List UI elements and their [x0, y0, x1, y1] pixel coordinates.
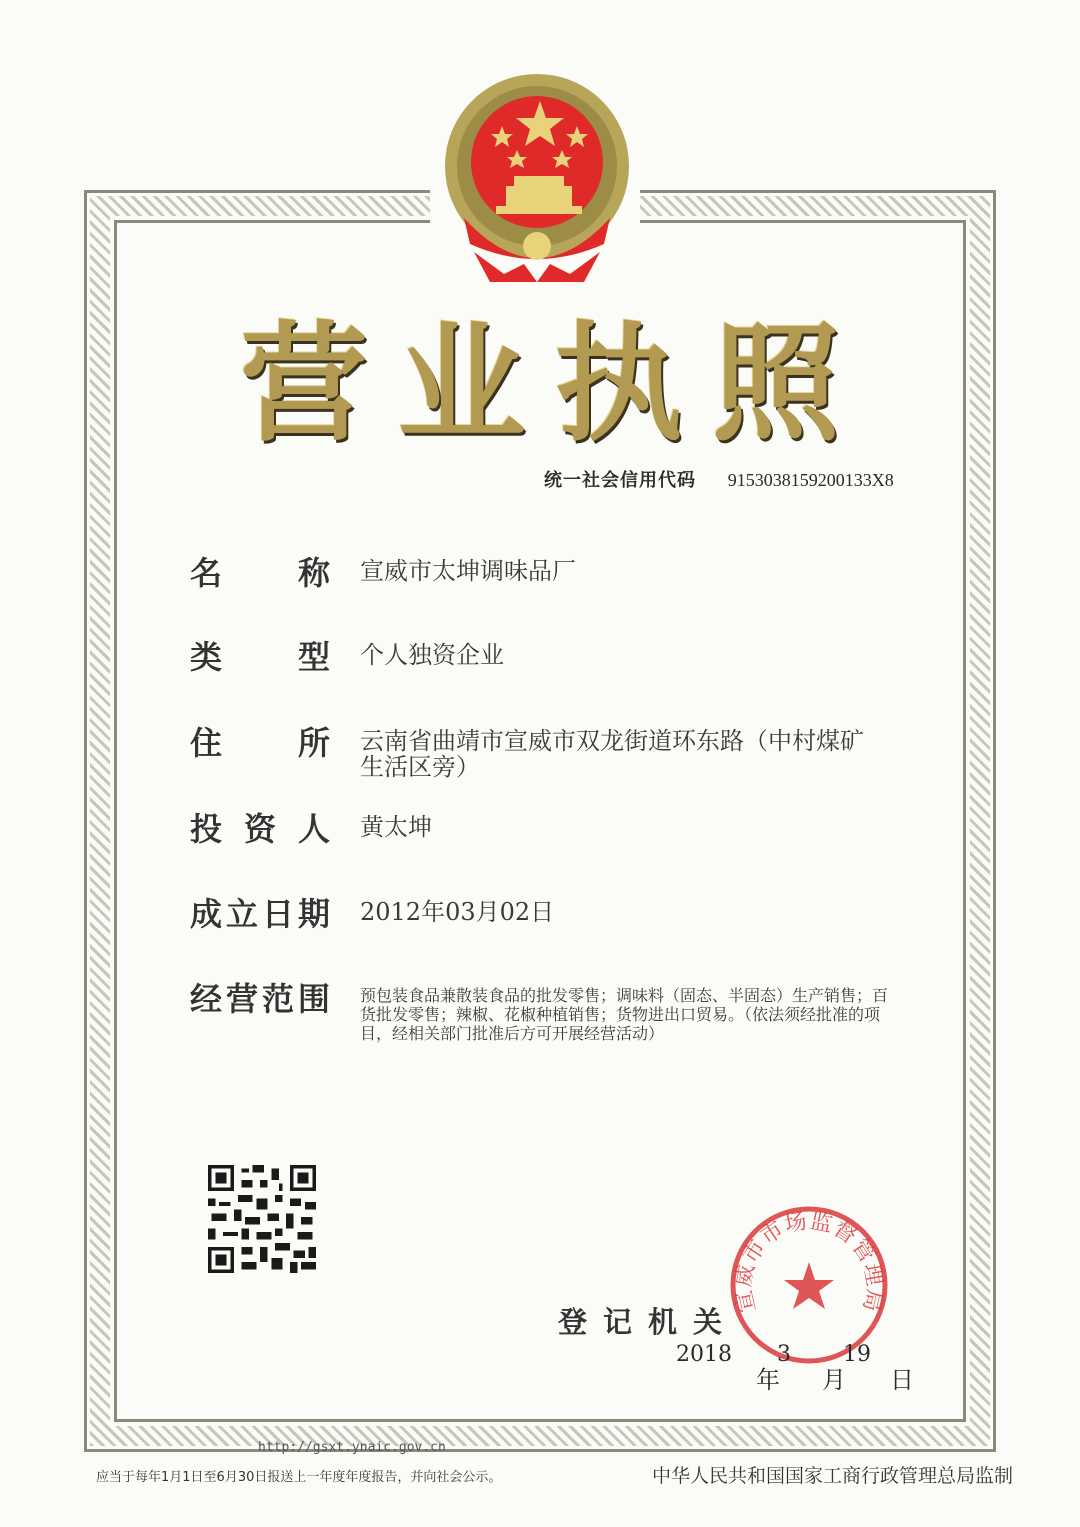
credit-code-value: 915303815920013​3X8 [727, 470, 894, 490]
label-char: 营 [225, 980, 258, 1018]
annual-report-notice: 应当于每年1月1日至6月30日报送上一年度年度报告，并向社会公示。 [96, 1470, 502, 1485]
issue-month: 3 [777, 1342, 791, 1367]
supervision-notice: 中华人民共和国国家工商行政管理总局监制 [652, 1465, 1014, 1487]
label-char: 型 [297, 638, 330, 676]
field-value: 宣威市太坤调味品厂 [360, 557, 576, 585]
label-char: 经 [190, 980, 223, 1018]
field-value: 黄太坤 [360, 813, 432, 841]
field-label [190, 982, 330, 1016]
field-value: 个人独资企业 [360, 641, 504, 669]
field-label [190, 726, 330, 760]
title-char: 业 [397, 310, 526, 459]
field-value: 云南省曲靖市宣威市双龙街道环东路（中村煤矿生活区旁） [360, 727, 864, 781]
issue-year: 2018 [676, 1342, 732, 1367]
registration-authority-label: 登记机关 [558, 1305, 739, 1339]
label-char: 资 [243, 810, 276, 848]
svg-text:宣威市市场监督管理局 [731, 1209, 887, 1315]
title-char: 营 [240, 310, 369, 459]
label-char: 名 [190, 554, 223, 592]
issue-day: 19 [843, 1342, 871, 1367]
label-char: 所 [297, 724, 330, 762]
credit-code-row [544, 466, 894, 492]
label-char: 类 [190, 638, 223, 676]
field-label [190, 897, 330, 931]
field-value: 2012年03月02日 [360, 898, 555, 926]
document-title [240, 300, 840, 470]
seal-text: 宣威市市场监督管理局 [731, 1208, 887, 1315]
title-char: 执 [554, 310, 683, 459]
label-char: 日 [261, 895, 294, 933]
label-char: 围 [297, 980, 330, 1018]
label-char: 住 [190, 724, 223, 762]
label-char: 成 [190, 895, 223, 933]
day-unit: 日 [890, 1366, 914, 1394]
field-label [190, 556, 330, 590]
field-value: 预包装食品兼散装食品的批发零售；调味料（固态、半固态）生产销售；百货批发零售；辣椒、花椒种植销售；货物进出口贸易。（依法须经批准的项目，经相关部门批准后方可开展经营活动） [360, 986, 889, 1043]
label-char: 投 [190, 810, 223, 848]
qr-code-icon [208, 1165, 316, 1273]
field-label [190, 640, 330, 674]
label-char: 范 [261, 980, 294, 1018]
title-char: 照 [711, 310, 840, 459]
national-emblem-icon [434, 68, 640, 288]
label-char: 期 [297, 895, 330, 933]
credit-code-label: 统一社会信用代码 [544, 470, 696, 491]
year-unit: 年 [756, 1366, 780, 1394]
field-label [190, 812, 330, 846]
label-char: 称 [297, 554, 330, 592]
label-char: 立 [225, 895, 258, 933]
label-char: 人 [297, 810, 330, 848]
month-unit: 月 [822, 1366, 846, 1394]
website-url: http://gsxt.ynaic.gov.cn [258, 1440, 446, 1455]
